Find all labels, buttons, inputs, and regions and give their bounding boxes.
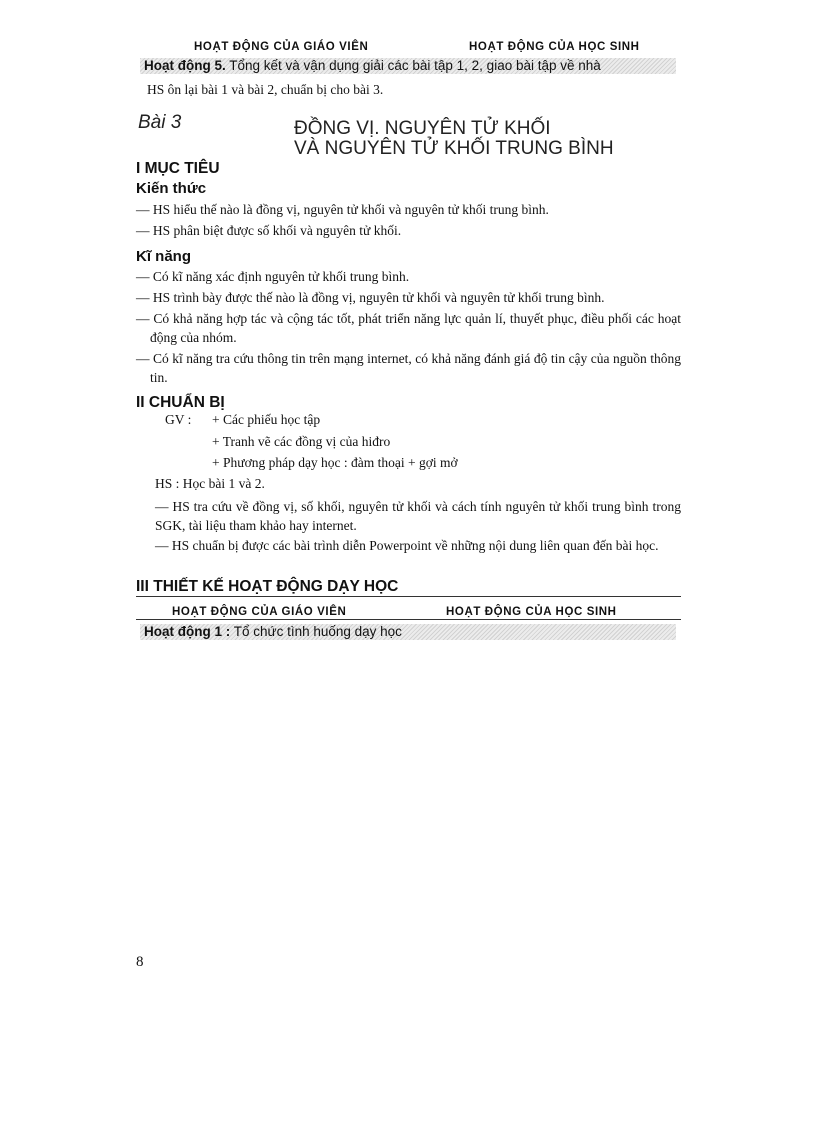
section-preparation-heading: II CHUẨN BỊ: [136, 394, 225, 411]
hs-item: — HS chuẩn bị được các bài trình diễn Powerpoint về những nội dung liên quan đến bài học.: [155, 538, 659, 553]
gv-item: + Các phiếu học tập: [212, 412, 321, 427]
page-number: 8: [136, 954, 144, 970]
skills-item: — Có khả năng hợp tác và cộng tác tốt, phát triển năng lực quản lí, thuyết phục, điều phối các hoạt động của nhóm.: [136, 311, 681, 345]
skills-item: — HS trình bày được thế nào là đồng vị, nguyên tử khối và nguyên tử khối trung bình.: [136, 290, 605, 305]
hs-item: — HS tra cứu về đồng vị, số khối, nguyên tử khối và cách tính nguyên tử khối trung bình trong SGK, tài liệu tham khảo hay internet.: [155, 499, 681, 533]
knowledge-item: — HS hiểu thế nào là đồng vị, nguyên tử khối và nguyên tử khối trung bình.: [136, 202, 549, 217]
student-column-header: HOẠT ĐỘNG CỦA HỌC SINH: [446, 606, 617, 618]
skills-item: — Có kĩ năng xác định nguyên tử khối trung bình.: [136, 269, 410, 284]
knowledge-item: — HS phân biệt được số khối và nguyên tử khối.: [136, 223, 402, 238]
activity5-bar: [140, 58, 676, 74]
teacher-column-header: HOẠT ĐỘNG CỦA GIÁO VIÊN: [172, 606, 347, 618]
activity5-label: Hoạt động 5.: [144, 58, 226, 73]
teacher-column-header: HOẠT ĐỘNG CỦA GIÁO VIÊN: [194, 41, 369, 53]
homework-note: HS ôn lại bài 1 và bài 2, chuẩn bị cho bài 3.: [147, 82, 384, 97]
activity1-bar: [140, 624, 676, 640]
divider: [136, 596, 681, 597]
knowledge-heading: Kiến thức: [136, 180, 207, 197]
skills-heading: Kĩ năng: [136, 248, 191, 265]
lesson-title-line1: ĐỒNG VỊ. NGUYÊN TỬ KHỐI: [294, 118, 551, 139]
divider: [136, 619, 681, 620]
activity1-text: Tổ chức tình huống dạy học: [233, 624, 402, 639]
activity5-text: Tổng kết và vận dụng giải các bài tập 1, 2, giao bài tập về nhà: [229, 58, 601, 73]
lesson-title-line2: VÀ NGUYÊN TỬ KHỐI TRUNG BÌNH: [294, 138, 614, 159]
gv-label: GV :: [165, 412, 192, 427]
skills-item: — Có kĩ năng tra cứu thông tin trên mạng internet, có khả năng đánh giá độ tin cậy của nguồn thông tin.: [136, 351, 681, 385]
section-activities-heading: III THIẾT KẾ HOẠT ĐỘNG DẠY HỌC: [136, 578, 399, 595]
gv-item: + Tranh vẽ các đồng vị của hiđro: [212, 434, 391, 449]
gv-item: + Phương pháp dạy học : đàm thoại + gợi mở: [212, 455, 458, 470]
lesson-number: Bài 3: [138, 112, 182, 133]
hs-line: HS : Học bài 1 và 2.: [155, 476, 265, 491]
section-objectives-heading: I MỤC TIÊU: [136, 160, 220, 177]
student-column-header: HOẠT ĐỘNG CỦA HỌC SINH: [469, 41, 640, 53]
activity1-label: Hoạt động 1 :: [144, 624, 231, 639]
